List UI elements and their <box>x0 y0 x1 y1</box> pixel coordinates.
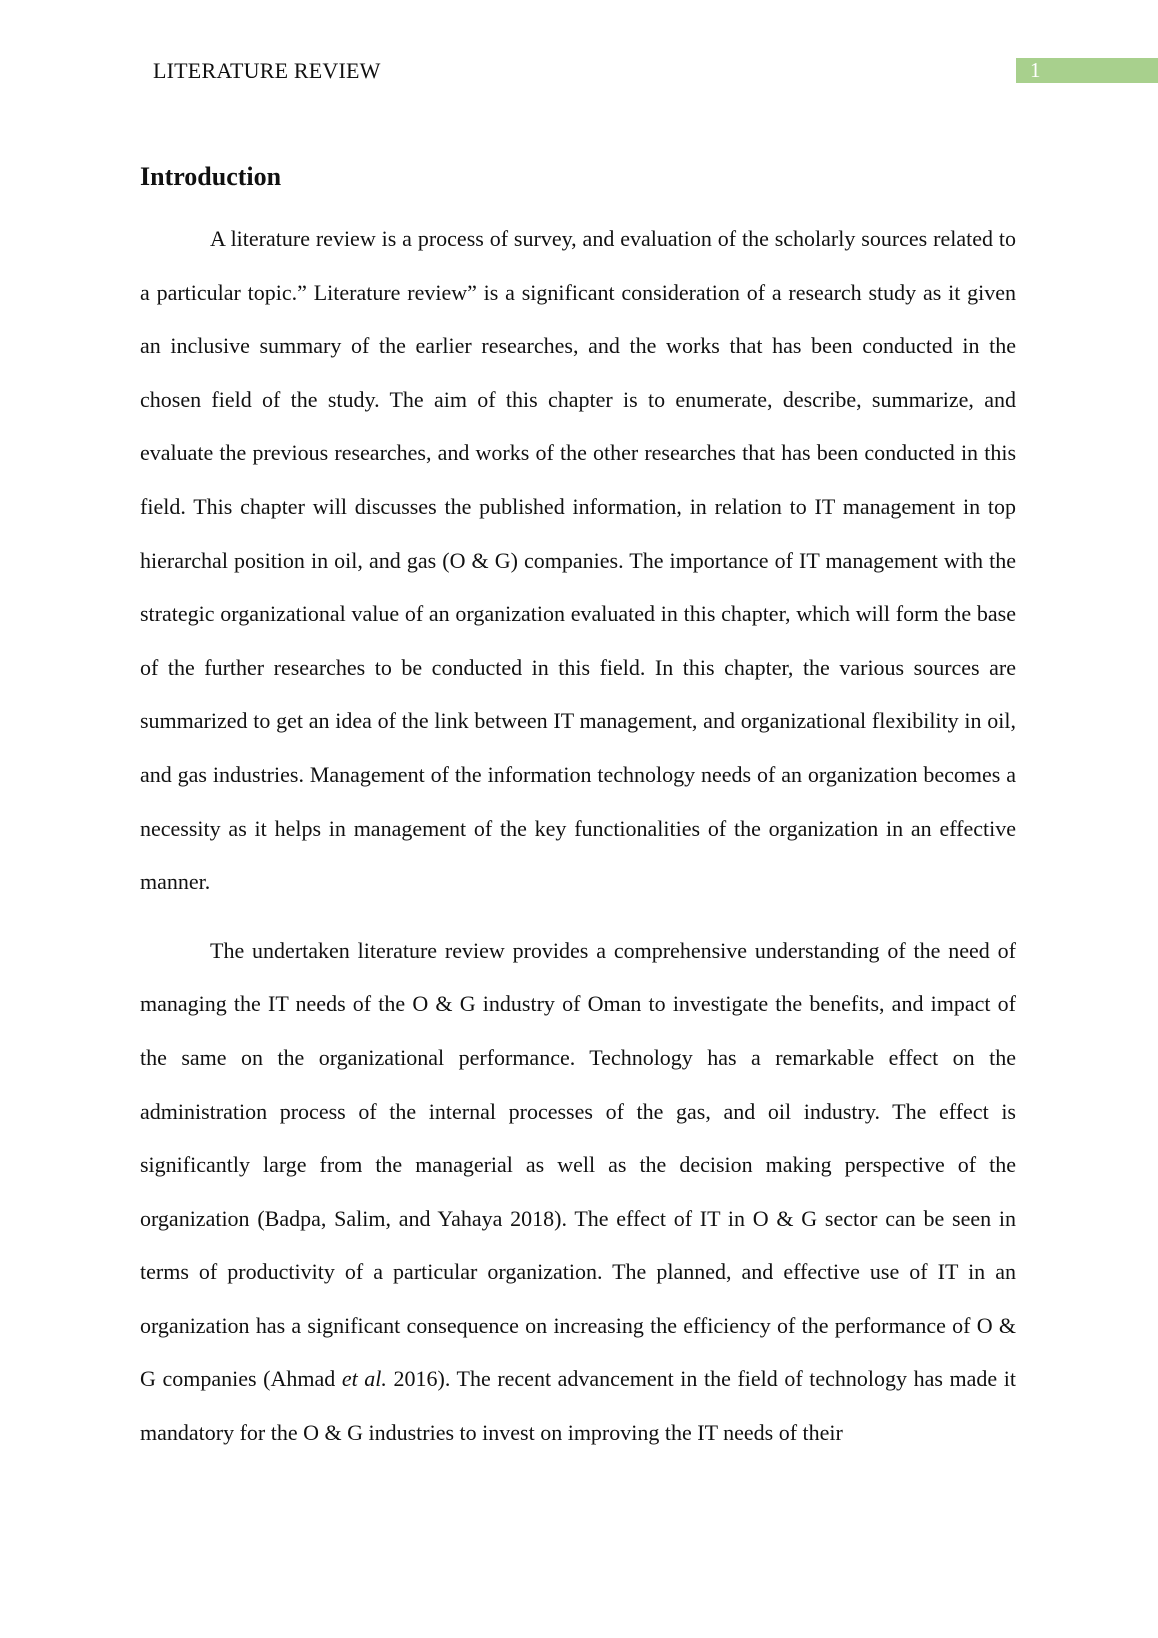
paragraph-2-text-b: 2016). The recent advancement in the field of technology has made it mandatory for the O & G industries to invest on improving the IT needs of their <box>140 1366 1016 1446</box>
running-head: LITERATURE REVIEW <box>153 58 381 83</box>
page-number: 1 <box>1030 58 1041 82</box>
paragraph-1: A literature review is a process of survey, and evaluation of the scholarly sources related to a particular topic.” Literature review” is a significant consideration of a research study as it given an inclusive summary of the earlier researches, and the works that has been conducted in the chosen field of the study. The aim of this chapter is to enumerate, describe, summarize, and evaluate the previous researches, and works of the other researches that has been conducted in this field. This chapter will discusses the published information, in relation to IT management in top hierarchal position in oil, and gas (O & G) companies. The importance of IT management with the strategic organizational value of an organization evaluated in this chapter, which will form the base of the further researches to be conducted in this field. In this chapter, the various sources are summarized to get an idea of the link between IT management, and organizational flexibility in oil, and gas industries. Management of the information technology needs of an organization becomes a necessity as it helps in management of the key functionalities of the organization in an effective manner. <box>140 226 1016 895</box>
section-heading: Introduction <box>140 162 282 191</box>
document-body <box>140 212 1016 1475</box>
paragraph-2-italic: et al. <box>341 1366 387 1392</box>
paragraph-2-text-a: The undertaken literature review provides a comprehensive understanding of the need of managing the IT needs of the O & G industry of Oman to investigate the benefits, and impact of the same on the organizational performance. Technology has a remarkable effect on the administration process of the internal processes of the gas, and oil industry. The effect is significantly large from the managerial as well as the decision making perspective of the organization (Badpa, Salim, and Yahaya 2018). The effect of IT in O & G sector can be seen in terms of productivity of a particular organization. The planned, and effective use of IT in an organization has a significant consequence on increasing the efficiency of the performance of O & G companies (Ahmad <box>140 937 1016 1392</box>
page-header <box>0 56 1158 84</box>
paragraph-2 <box>140 924 1016 1460</box>
page-number-box <box>1016 58 1158 83</box>
